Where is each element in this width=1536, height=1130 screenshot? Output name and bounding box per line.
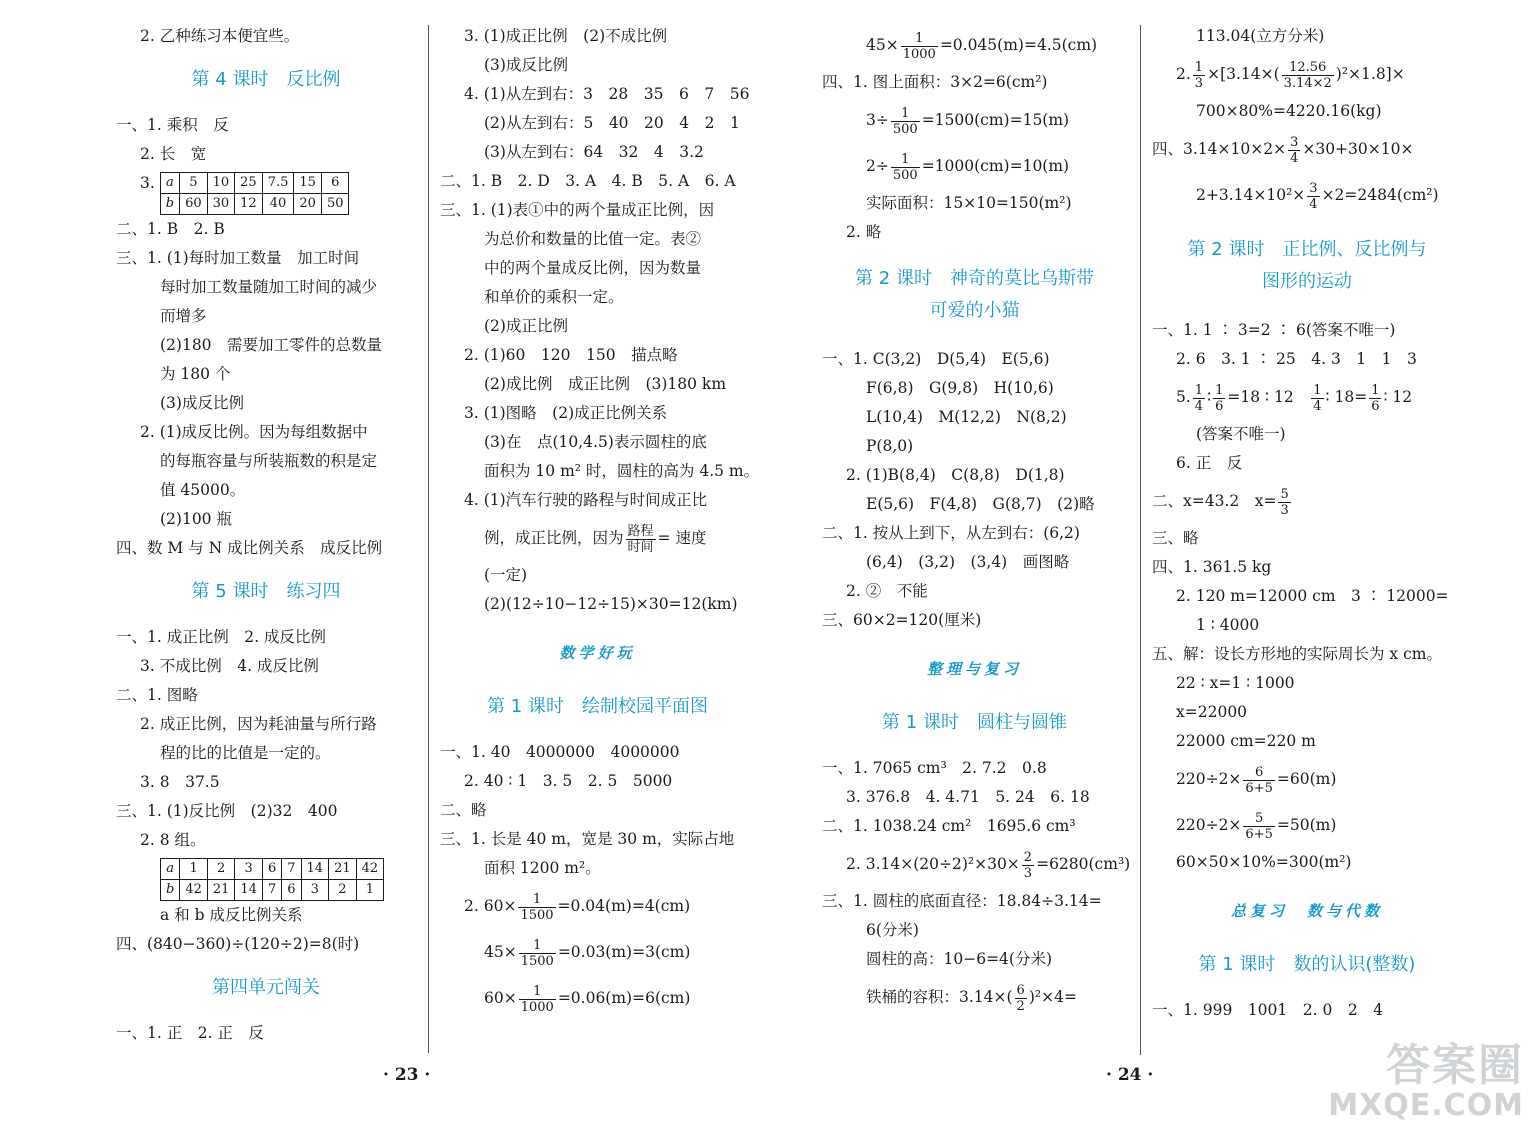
answer-line: (3)成反比例 bbox=[484, 56, 568, 74]
answer-line: 中的两个量成反比例，因为数量 bbox=[484, 259, 702, 277]
table-cell: 5 bbox=[180, 173, 208, 194]
text-segment: ∶ bbox=[1207, 388, 1212, 406]
text-segment: 2. bbox=[1176, 65, 1191, 83]
answer-line: 一、1. C(3,2) D(5,4) E(5,6) bbox=[822, 350, 1050, 368]
numerator: 1 bbox=[519, 938, 556, 954]
numerator: 1 bbox=[901, 31, 938, 47]
table-row-a bbox=[160, 173, 349, 194]
text-segment: 220÷2× bbox=[1176, 770, 1242, 788]
page-number-left: · 23 · bbox=[383, 1065, 431, 1085]
answer-line: 2. 略 bbox=[846, 223, 882, 241]
numerator: 6 bbox=[1243, 765, 1274, 781]
answer-line: 二、1. B 2. D 3. A 4. B 5. A 6. A bbox=[440, 172, 736, 190]
table-cell: b bbox=[160, 194, 179, 215]
text-segment: 二、x=43.2 x= bbox=[1152, 492, 1277, 510]
answer-line-fraction bbox=[822, 97, 1127, 143]
fraction bbox=[901, 31, 938, 62]
text-segment: ∶ 18= bbox=[1325, 388, 1368, 406]
text-segment: 2+3.14×10²× bbox=[1196, 186, 1306, 204]
table-cell: 25 bbox=[235, 173, 263, 194]
table-row-b bbox=[161, 880, 384, 901]
answer-line: 圆柱的高：10−6=4(分米) bbox=[866, 950, 1053, 968]
answer-line: 三、1. 长是 40 m，宽是 30 m，实际占地 bbox=[440, 830, 735, 848]
numerator: 1 bbox=[518, 892, 555, 908]
column-4 bbox=[1152, 22, 1462, 1060]
answer-line: 2. 成正比例，因为耗油量与所行路 bbox=[140, 715, 377, 733]
fraction bbox=[519, 938, 556, 969]
answer-line: (3)成反比例 bbox=[160, 394, 244, 412]
answer-line: 二、1. 按从上到下，从左到右：(6,2) bbox=[822, 524, 1080, 542]
table-cell: 6 bbox=[282, 880, 301, 901]
item-label: 3. bbox=[140, 174, 155, 192]
numerator: 1 bbox=[891, 106, 920, 122]
text-segment: =0.06(m)=6(cm) bbox=[557, 989, 691, 1007]
answer-line: 三、1. (1)表①中的两个量成正比例，因 bbox=[440, 201, 715, 219]
section-banner-math-fun: 数学好玩 bbox=[559, 644, 636, 662]
answer-line: 的每瓶容量与所装瓶数的积是定 bbox=[160, 452, 378, 470]
answer-line: (2)180 需要加工零件的总数量 bbox=[160, 336, 383, 354]
table-cell: 30 bbox=[207, 194, 235, 215]
column-2 bbox=[440, 22, 760, 1060]
denominator: 1500 bbox=[520, 907, 554, 923]
denominator: 2 bbox=[1016, 998, 1025, 1014]
text-segment: 45× bbox=[866, 36, 899, 54]
answer-line: 为总价和数量的比值一定。表② bbox=[484, 230, 702, 248]
watermark-text: 答案圈 bbox=[1386, 1040, 1524, 1091]
answer-line: 四、1. 361.5 kg bbox=[1152, 558, 1272, 576]
page-number-right: · 24 · bbox=[1106, 1065, 1154, 1085]
answer-line: 2. 6 3. 1 ∶ 25 4. 3 1 1 3 bbox=[1176, 350, 1417, 368]
table-cell: 7 bbox=[282, 859, 301, 880]
answer-line: 二、1. 图略 bbox=[116, 686, 198, 704]
fraction bbox=[1243, 765, 1274, 796]
table-cell: 7.5 bbox=[262, 173, 294, 194]
answer-line: 2. 乙种练习本便宜些。 bbox=[140, 27, 300, 45]
answer-line: 四、数 M 与 N 成比例关系 成反比例 bbox=[116, 539, 383, 557]
answer-line-fraction bbox=[1152, 51, 1462, 97]
answer-line: 4. (1)汽车行驶的路程与时间成正比 bbox=[464, 491, 708, 509]
numerator: 3 bbox=[1309, 180, 1318, 196]
numerator: 1 bbox=[891, 152, 920, 168]
answer-line: 三、60×2=120(厘米) bbox=[822, 611, 982, 629]
denominator: 6+5 bbox=[1245, 780, 1273, 796]
answer-line: 一、1. 正 2. 正 反 bbox=[116, 1024, 264, 1042]
answer-line: 每时加工数量随加工时间的减少 bbox=[160, 278, 378, 296]
answer-line: 2. 120 m=12000 cm 3 ∶ 12000= bbox=[1176, 587, 1449, 605]
answer-line: 6(分米) bbox=[866, 921, 919, 939]
answer-line: 为 180 个 bbox=[160, 365, 231, 383]
answer-line: 1 ∶ 4000 bbox=[1196, 616, 1260, 634]
section-heading-lesson4: 第 4 课时 反比例 bbox=[191, 69, 341, 90]
fraction bbox=[626, 524, 656, 555]
answer-line: 和单价的乘积一定。 bbox=[484, 288, 624, 306]
ratio-table-1 bbox=[160, 172, 350, 215]
heading-line: 第 2 课时 神奇的莫比乌斯带 bbox=[855, 268, 1094, 289]
answer-line: 面积为 10 m² 时，圆柱的高为 4.5 m。 bbox=[484, 462, 760, 480]
numerator: 1 bbox=[1215, 382, 1224, 398]
answer-line: 2. (1)成反比例。因为每组数据中 bbox=[140, 423, 368, 441]
answer-line: L(10,4) M(12,2) N(8,2) bbox=[866, 408, 1067, 426]
answer-line: 三、1. (1)每时加工数量 加工时间 bbox=[116, 249, 360, 267]
table-cell: 14 bbox=[301, 859, 329, 880]
fraction bbox=[1015, 983, 1027, 1014]
fraction bbox=[891, 106, 920, 137]
denominator: 1000 bbox=[902, 46, 936, 62]
text-segment: 四、3.14×10×2× bbox=[1152, 140, 1287, 158]
answer-line-fraction bbox=[822, 841, 1131, 887]
heading-line: 图形的运动 bbox=[1262, 271, 1352, 292]
fraction bbox=[1243, 811, 1274, 842]
answer-line: 面积 1200 m²。 bbox=[484, 859, 601, 877]
fraction bbox=[1022, 850, 1034, 881]
fraction bbox=[1278, 487, 1290, 518]
table-cell: 20 bbox=[294, 194, 322, 215]
denominator: 500 bbox=[892, 121, 918, 137]
answer-line: 6. 正 反 bbox=[1176, 454, 1243, 472]
table-cell: 6 bbox=[321, 173, 349, 194]
section-banner-general-review: 总复习 数与代数 bbox=[1230, 902, 1383, 920]
column-divider-right bbox=[1140, 25, 1141, 1055]
fraction bbox=[1213, 383, 1225, 414]
denominator: 6 bbox=[1215, 398, 1224, 414]
denominator: 1000 bbox=[520, 999, 554, 1015]
text-segment: =0.04(m)=4(cm) bbox=[557, 897, 691, 915]
text-segment: 铁桶的容积：3.14×( bbox=[866, 988, 1013, 1006]
answer-line: (2)成比例 成正比例 (3)180 km bbox=[484, 375, 727, 393]
answer-line: 程的比的比值是一定的。 bbox=[160, 744, 331, 762]
answer-line-fraction bbox=[440, 929, 755, 975]
section-heading-unit4: 第四单元闯关 bbox=[212, 977, 320, 998]
answer-line: 2. 长 宽 bbox=[140, 145, 207, 163]
answer-line: (3)在 点(10,4.5)表示圆柱的底 bbox=[484, 433, 707, 451]
text-segment: 2÷ bbox=[866, 157, 889, 175]
answer-line: (一定) bbox=[484, 566, 528, 584]
text-segment: 例，成正比例，因为 bbox=[484, 529, 624, 547]
answer-line: 2. ② 不能 bbox=[846, 582, 928, 600]
heading-line: 可爱的小猫 bbox=[929, 300, 1020, 321]
section-heading-lesson2 bbox=[822, 263, 1127, 327]
answer-line: 一、1. 1 ∶ 3=2 ∶ 6(答案不唯一) bbox=[1152, 321, 1396, 339]
answer-line: 60×50×10%=300(m²) bbox=[1176, 853, 1352, 871]
answer-line: 2. 8 组。 bbox=[140, 831, 206, 849]
section-heading-number-recognition: 第 1 课时 数的认识(整数) bbox=[1198, 954, 1416, 975]
text-segment: )²×4= bbox=[1028, 988, 1077, 1006]
text-segment: 60× bbox=[484, 989, 517, 1007]
table-cell: 21 bbox=[207, 880, 235, 901]
table-cell: 12 bbox=[235, 194, 263, 215]
answer-line-fraction bbox=[1152, 172, 1462, 218]
denominator: 3.14×2 bbox=[1283, 75, 1332, 91]
answer-line-fraction bbox=[440, 975, 755, 1021]
table-cell: 42 bbox=[180, 880, 208, 901]
table-row-a bbox=[161, 859, 384, 880]
column-1 bbox=[116, 22, 416, 1060]
answer-line: 3. 8 37.5 bbox=[140, 773, 220, 791]
answer-line: (2)100 瓶 bbox=[160, 510, 232, 528]
answer-line: 3. (1)图略 (2)成正比例关系 bbox=[464, 404, 668, 422]
text-segment: ∶ 12 bbox=[1383, 388, 1413, 406]
text-segment: 5. bbox=[1176, 388, 1191, 406]
answer-line: (2)(12÷10−12÷15)×30=12(km) bbox=[484, 595, 738, 613]
answer-line: 3. (1)成正比例 (2)不成比例 bbox=[464, 27, 668, 45]
denominator: 3 bbox=[1194, 75, 1204, 91]
watermark-logo bbox=[1328, 1042, 1524, 1122]
text-segment: ×30+30×10× bbox=[1302, 140, 1414, 158]
answer-line: 二、1. B 2. B bbox=[116, 220, 225, 238]
table-cell: 3 bbox=[301, 880, 329, 901]
answer-line: 三、1. 圆柱的底面直径：18.84÷3.14= bbox=[822, 892, 1102, 910]
column-3 bbox=[822, 22, 1131, 1060]
text-segment: ×2=2484(cm²) bbox=[1321, 186, 1439, 204]
table-cell: 21 bbox=[329, 859, 357, 880]
answer-line: 五、解：设长方形地的实际周长为 x cm。 bbox=[1152, 645, 1442, 663]
answer-line-fraction bbox=[1152, 756, 1462, 802]
numerator: 1 bbox=[1194, 59, 1204, 75]
answer-line: 二、1. 1038.24 cm² 1695.6 cm³ bbox=[822, 817, 1076, 835]
fraction bbox=[1193, 60, 1205, 91]
denominator: 时间 bbox=[627, 539, 654, 555]
answer-line: 值 45000。 bbox=[160, 481, 246, 499]
text-segment: ×[3.14×( bbox=[1207, 65, 1280, 83]
answer-table-line bbox=[116, 169, 416, 215]
text-segment: =60(m) bbox=[1276, 770, 1337, 788]
table-cell: 10 bbox=[207, 173, 235, 194]
text-segment: )²×1.8]× bbox=[1335, 65, 1405, 83]
table-cell: 2 bbox=[329, 880, 357, 901]
answer-line: 二、略 bbox=[440, 801, 487, 819]
table-cell: 1 bbox=[180, 859, 208, 880]
table-cell: 7 bbox=[262, 880, 281, 901]
heading-line: 第 2 课时 正比例、反比例与 bbox=[1187, 239, 1427, 260]
fraction bbox=[518, 892, 555, 923]
text-segment: 45× bbox=[484, 943, 517, 961]
answer-line: 22000 cm=220 m bbox=[1176, 732, 1316, 750]
answer-line-fraction bbox=[822, 22, 1127, 68]
answer-line: 一、1. 7065 cm³ 2. 7.2 0.8 bbox=[822, 759, 1047, 777]
numerator: 1 bbox=[1371, 382, 1380, 398]
fraction bbox=[891, 152, 920, 183]
section-heading-proportion-motion bbox=[1152, 234, 1462, 298]
answer-line: (2)从左到右：5 40 20 4 2 1 bbox=[484, 114, 740, 132]
text-segment: =1000(cm)=10(m) bbox=[921, 157, 1070, 175]
fraction bbox=[1193, 383, 1205, 414]
answer-line: a 和 b 成反比例关系 bbox=[160, 906, 303, 924]
answer-line-fraction bbox=[822, 974, 1127, 1020]
text-segment: 2. 60× bbox=[464, 897, 517, 915]
answer-line: P(8,0) bbox=[866, 437, 914, 455]
answer-line: 一、1. 成正比例 2. 成反比例 bbox=[116, 628, 326, 646]
answer-line: 一、1. 40 4000000 4000000 bbox=[440, 743, 680, 761]
table-cell: 14 bbox=[235, 880, 263, 901]
section-heading-cylinder: 第 1 课时 圆柱与圆锥 bbox=[882, 712, 1067, 733]
answer-line-fraction bbox=[1152, 802, 1462, 848]
denominator: 4 bbox=[1313, 398, 1322, 414]
answer-line: 实际面积：15×10=150(m²) bbox=[866, 194, 1072, 212]
section-heading-lesson5: 第 5 课时 练习四 bbox=[191, 581, 341, 602]
denominator: 3 bbox=[1280, 502, 1289, 518]
text-segment: =18 ∶ 12 bbox=[1227, 388, 1310, 406]
answer-line: (答案不唯一) bbox=[1196, 425, 1286, 443]
denominator: 6 bbox=[1371, 398, 1380, 414]
text-segment: =0.045(m)=4.5(cm) bbox=[939, 36, 1098, 54]
answer-line: 3. 不成比例 4. 成反比例 bbox=[140, 657, 319, 675]
table-cell: 40 bbox=[262, 194, 294, 215]
answer-line: 四、(840−360)÷(120÷2)=8(时) bbox=[116, 935, 360, 953]
table-cell: 1 bbox=[356, 880, 384, 901]
fraction bbox=[519, 984, 556, 1015]
fraction bbox=[1282, 60, 1334, 91]
ratio-table-2 bbox=[160, 858, 384, 901]
answer-line: 三、略 bbox=[1152, 529, 1199, 547]
section-heading-lesson1: 第 1 课时 绘制校园平面图 bbox=[487, 696, 708, 717]
answer-line: (6,4) (3,2) (3,4) 画图略 bbox=[866, 553, 1070, 571]
table-cell: 2 bbox=[207, 859, 235, 880]
numerator: 12.56 bbox=[1282, 60, 1334, 76]
fraction bbox=[1307, 181, 1319, 212]
numerator: 路程 bbox=[627, 523, 654, 539]
answer-line: (3)从左到右：64 32 4 3.2 bbox=[484, 143, 704, 161]
numerator: 1 bbox=[1194, 382, 1204, 398]
text-segment: =6280(cm³) bbox=[1036, 855, 1131, 873]
denominator: 4 bbox=[1290, 150, 1299, 166]
table-cell: 60 bbox=[180, 194, 208, 215]
denominator: 3 bbox=[1023, 865, 1033, 881]
answer-line-fraction bbox=[1152, 374, 1462, 420]
numerator: 5 bbox=[1243, 811, 1274, 827]
answer-table-line bbox=[116, 855, 416, 901]
table-row-b bbox=[160, 194, 349, 215]
denominator: 500 bbox=[892, 167, 918, 183]
numerator: 5 bbox=[1280, 486, 1289, 502]
answer-line: 22 ∶ x=1 ∶ 1000 bbox=[1176, 674, 1295, 692]
numerator: 3 bbox=[1290, 134, 1299, 150]
answer-line: x=22000 bbox=[1176, 703, 1248, 721]
table-cell: 15 bbox=[294, 173, 322, 194]
denominator: 6+5 bbox=[1245, 826, 1273, 842]
answer-line-fraction bbox=[1152, 126, 1462, 172]
answer-line: E(5,6) F(4,8) G(8,7) (2)略 bbox=[866, 495, 1095, 513]
answer-line: 四、1. 图上面积：3×2=6(cm²) bbox=[822, 73, 1048, 91]
fraction bbox=[1288, 135, 1300, 166]
fraction bbox=[1311, 383, 1323, 414]
answer-line: 三、1. (1)反比例 (2)32 400 bbox=[116, 802, 338, 820]
column-divider-left bbox=[428, 25, 429, 1053]
answer-line: 4. (1)从左到右：3 28 35 6 7 56 bbox=[464, 85, 750, 103]
numerator: 1 bbox=[519, 984, 556, 1000]
watermark-url: MXQE.COM bbox=[1328, 1088, 1524, 1123]
answer-line: 一、1. 999 1001 2. 0 2 4 bbox=[1152, 1001, 1384, 1019]
text-segment: =0.03(m)=3(cm) bbox=[557, 943, 691, 961]
table-cell: a bbox=[160, 173, 179, 194]
numerator: 6 bbox=[1016, 982, 1025, 998]
section-banner-review: 整理与复习 bbox=[926, 660, 1022, 678]
answer-line-fraction bbox=[440, 883, 755, 929]
answer-line: 2. 40 ∶ 1 3. 5 2. 5 5000 bbox=[464, 772, 673, 790]
table-cell: 42 bbox=[356, 859, 384, 880]
table-cell: a bbox=[161, 859, 180, 880]
fraction bbox=[1369, 383, 1381, 414]
table-cell: b bbox=[161, 880, 180, 901]
answer-line: 2. (1)60 120 150 描点略 bbox=[464, 346, 678, 364]
answer-line-fraction bbox=[440, 515, 755, 561]
text-segment: =50(m) bbox=[1276, 816, 1337, 834]
answer-line: F(6,8) G(9,8) H(10,6) bbox=[866, 379, 1054, 397]
text-segment: = 速度 bbox=[657, 529, 707, 547]
table-cell: 50 bbox=[321, 194, 349, 215]
answer-line: 3. 376.8 4. 4.71 5. 24 6. 18 bbox=[846, 788, 1090, 806]
text-segment: 2. 3.14×(20÷2)²×30× bbox=[846, 855, 1020, 873]
answer-line-fraction bbox=[1152, 478, 1462, 524]
denominator: 4 bbox=[1194, 398, 1204, 414]
answer-line: 而增多 bbox=[160, 307, 207, 325]
numerator: 2 bbox=[1023, 849, 1033, 865]
answer-line: 一、1. 乘积 反 bbox=[116, 116, 229, 134]
answer-line: 113.04(立方分米) bbox=[1196, 27, 1325, 45]
denominator: 4 bbox=[1309, 196, 1318, 212]
numerator: 1 bbox=[1313, 382, 1322, 398]
text-segment: 3÷ bbox=[866, 111, 889, 129]
denominator: 1500 bbox=[520, 953, 554, 969]
answer-line: 700×80%=4220.16(kg) bbox=[1196, 102, 1382, 120]
table-cell: 3 bbox=[235, 859, 263, 880]
text-segment: 220÷2× bbox=[1176, 816, 1242, 834]
answer-line-fraction bbox=[822, 143, 1127, 189]
answer-line: 2. (1)B(8,4) C(8,8) D(1,8) bbox=[846, 466, 1065, 484]
answer-line: (2)成正比例 bbox=[484, 317, 568, 335]
text-segment: =1500(cm)=15(m) bbox=[921, 111, 1070, 129]
table-cell: 6 bbox=[262, 859, 281, 880]
